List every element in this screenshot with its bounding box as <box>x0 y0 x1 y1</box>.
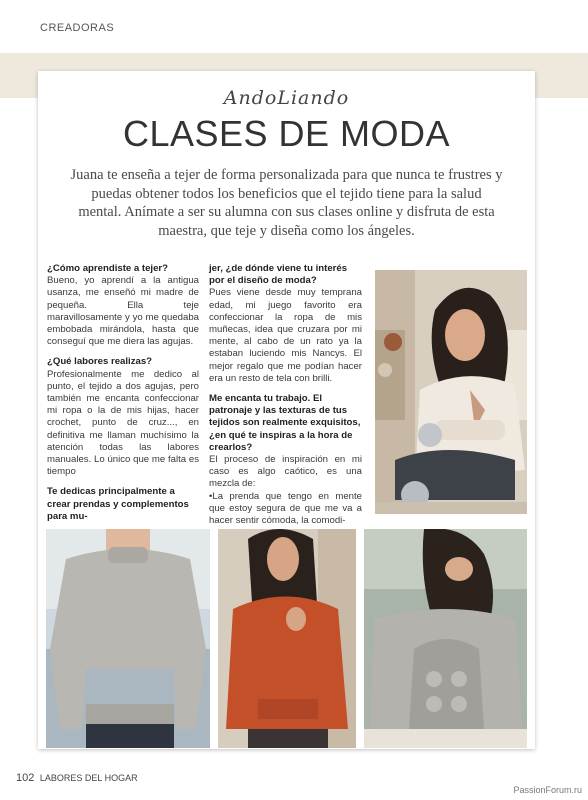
question: jer, ¿de dónde viene tu interés por el diseño de moda? <box>209 263 348 287</box>
answer: Bueno, yo aprendí a la antigua usanza, me enseñó mi madre de pequeña. Ella teje maravillosamente y yo me quedaba embobada mirándola, hasta que conseguí que me diera las agujas. <box>47 275 199 348</box>
question: Te dedicas principalmente a crear prendas y complementos para mu- <box>47 486 189 522</box>
article-card <box>38 71 535 749</box>
section-label: CREADORAS <box>40 22 115 34</box>
photo-rust-sweater <box>218 529 356 748</box>
page-number: 102 <box>16 772 35 784</box>
question: ¿Cómo aprendiste a tejer? <box>47 263 169 274</box>
interview-column-1 <box>47 263 199 523</box>
answer-bullet: •La prenda que tengo en mente que estoy segura de que me va a hacer sentir cómoda, la comodi- <box>209 490 362 527</box>
lead-paragraph: Juana te enseña a tejer de forma personalizada para que nunca te frustres y puedas obtener todos los beneficios que el tejido tiene para la salud mental. Anímate a ser su alumna con sus clases online y disfruta de esta maestra, que teje y diseña como los ángeles. <box>70 167 503 239</box>
question: ¿Qué labores realizas? <box>47 356 153 368</box>
photo-knitter <box>375 270 527 514</box>
answer: Profesionalmente me dedico al punto, el tejido a dos agujas, pero también me encanta confeccionar mi ropa o la de mis hijas, hacer crochet, punto de cruz..., en definitiva me llaman muchísimo la atención todas las labores manuales. Lo único que me falta es tiempo <box>47 368 199 478</box>
photo-cable-sweater <box>364 529 527 748</box>
interview-column-2 <box>209 263 362 527</box>
watermark: PassionForum.ru <box>513 785 582 795</box>
page-title: CLASES DE MODA <box>122 113 451 154</box>
question: Me encanta tu trabajo. El patronaje y las texturas de tus tejidos son realmente exquisitos, ¿en qué te inspiras a la hora de crearlos? <box>209 393 361 453</box>
kicker-title: AndoLiando <box>223 87 350 109</box>
answer: Pues viene desde muy temprana edad, mi juego favorito era confeccionar la ropa de mis muñecas, idea que cruzara por mi mente, al cabo de un rato ya la estaban luciendo mis Nancys. El mejor regalo que me podían hacer era un resto de tela con brilli. <box>209 287 362 384</box>
answer: El proceso de inspiración en mi caso es algo caótico, es una mezcla de: <box>209 454 362 490</box>
page-footer <box>16 772 138 784</box>
photo-grey-sweater <box>46 529 210 748</box>
magazine-name: LABORES DEL HOGAR <box>39 773 138 783</box>
